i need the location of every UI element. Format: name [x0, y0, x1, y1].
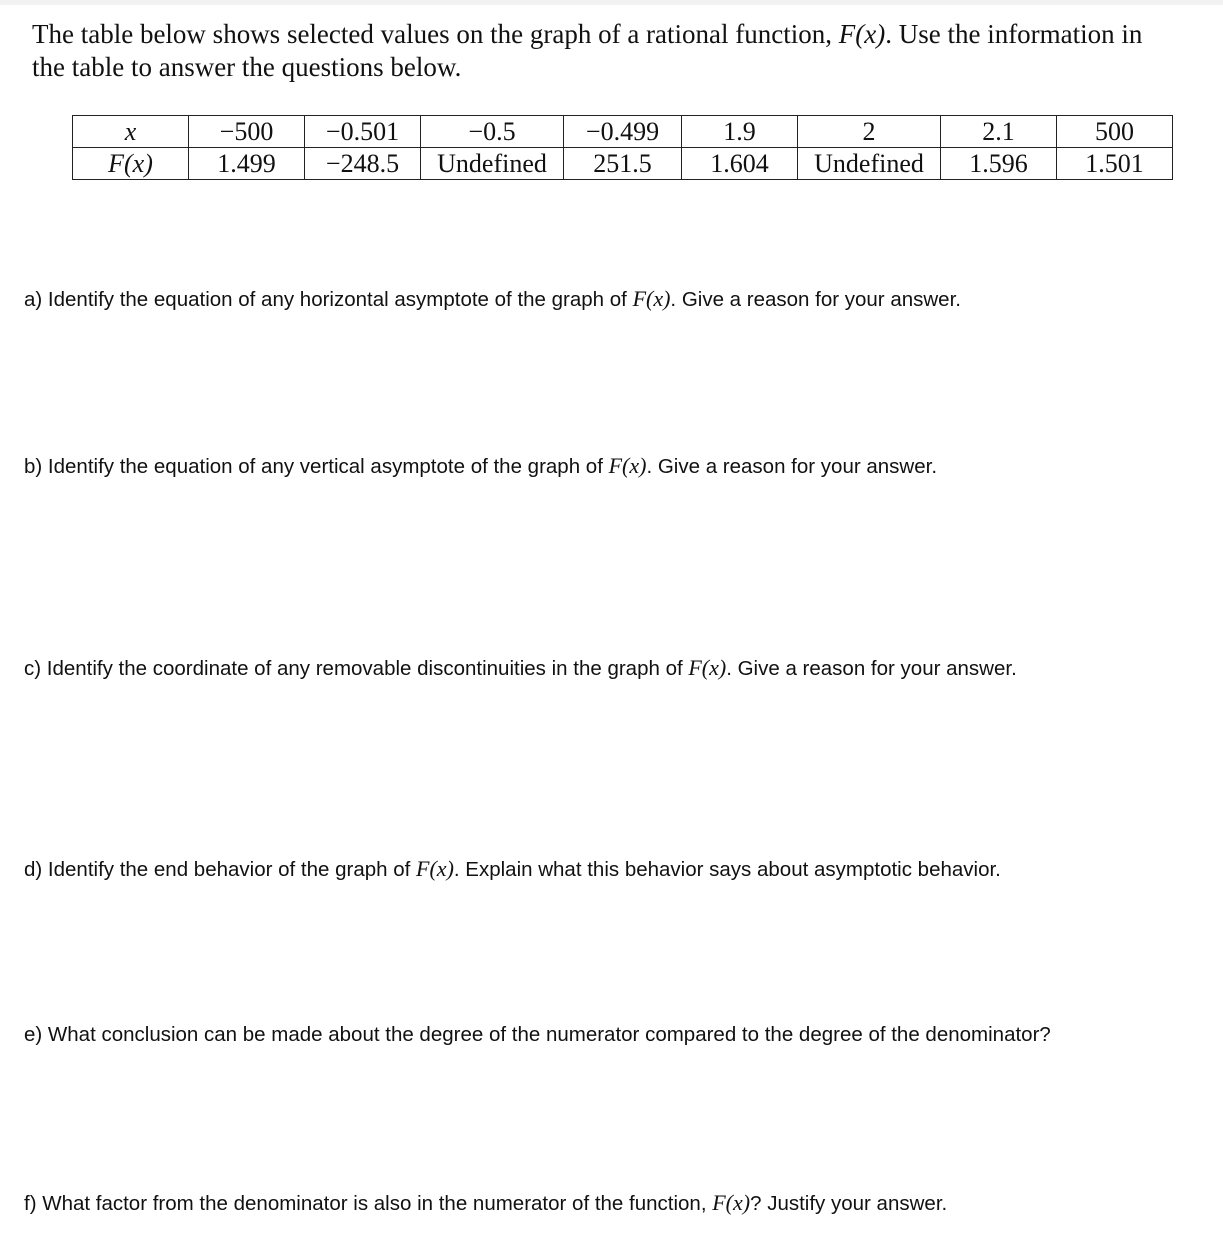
intro-line2: the table to answer the questions below. — [32, 52, 462, 82]
question-e-text: e) What conclusion can be made about the degree of the numerator compared to the degree of the denominator? — [24, 1023, 1051, 1046]
fx-value-cell: Undefined — [798, 148, 941, 180]
fx-row — [73, 148, 1173, 180]
question-c-text: c) Identify the coordinate of any removable discontinuities in the graph of — [24, 657, 689, 680]
intro-line1-end: . Use the information in — [885, 19, 1143, 49]
question-e — [24, 1022, 1051, 1048]
fx-value-cell: 1.499 — [189, 148, 305, 180]
x-value-cell: 2 — [798, 116, 941, 148]
question-a-math: F(x) — [632, 286, 671, 311]
question-f-tail: ? Justify your answer. — [750, 1192, 948, 1215]
x-value-cell: 1.9 — [682, 116, 798, 148]
x-row — [73, 116, 1173, 148]
x-row-label: x — [73, 116, 189, 148]
function-name: F(x) — [838, 19, 886, 49]
question-b-tail: . Give a reason for your answer. — [646, 455, 938, 478]
question-b-math: F(x) — [608, 453, 647, 478]
question-d-tail: . Explain what this behavior says about asymptotic behavior. — [453, 858, 1001, 881]
question-b — [24, 453, 937, 480]
fx-value-cell: 1.501 — [1057, 148, 1173, 180]
top-border — [0, 0, 1223, 5]
question-d-text: d) Identify the end behavior of the graph of — [24, 858, 417, 881]
fx-value-cell: 1.604 — [682, 148, 798, 180]
question-a-text: a) Identify the equation of any horizontal asymptote of the graph of — [24, 288, 633, 311]
question-c-math: F(x) — [688, 655, 727, 680]
fx-value-cell: Undefined — [421, 148, 564, 180]
fx-value-cell: −248.5 — [305, 148, 421, 180]
question-d-math: F(x) — [416, 856, 454, 881]
intro-paragraph — [32, 18, 1202, 84]
question-b-text: b) Identify the equation of any vertical asymptote of the graph of — [24, 455, 609, 478]
question-f-text: f) What factor from the denominator is also in the numerator of the function, — [24, 1192, 713, 1215]
x-value-cell: −0.501 — [305, 116, 421, 148]
x-value-cell: 2.1 — [941, 116, 1057, 148]
x-value-cell: −0.499 — [564, 116, 682, 148]
intro-line1-start: The table below shows selected values on the graph of a rational function, — [32, 19, 839, 49]
question-c — [24, 655, 1017, 682]
question-f — [24, 1190, 947, 1217]
values-table — [72, 115, 1173, 180]
question-d — [24, 856, 1001, 883]
x-value-cell: 500 — [1057, 116, 1173, 148]
fx-row-label: F(x) — [73, 148, 189, 180]
x-value-cell: −500 — [189, 116, 305, 148]
question-c-tail: . Give a reason for your answer. — [726, 657, 1017, 680]
fx-value-cell: 251.5 — [564, 148, 682, 180]
x-value-cell: −0.5 — [421, 116, 564, 148]
question-f-math: F(x) — [712, 1190, 751, 1215]
question-a — [24, 286, 961, 313]
question-a-tail: . Give a reason for your answer. — [670, 288, 961, 311]
fx-value-cell: 1.596 — [941, 148, 1057, 180]
